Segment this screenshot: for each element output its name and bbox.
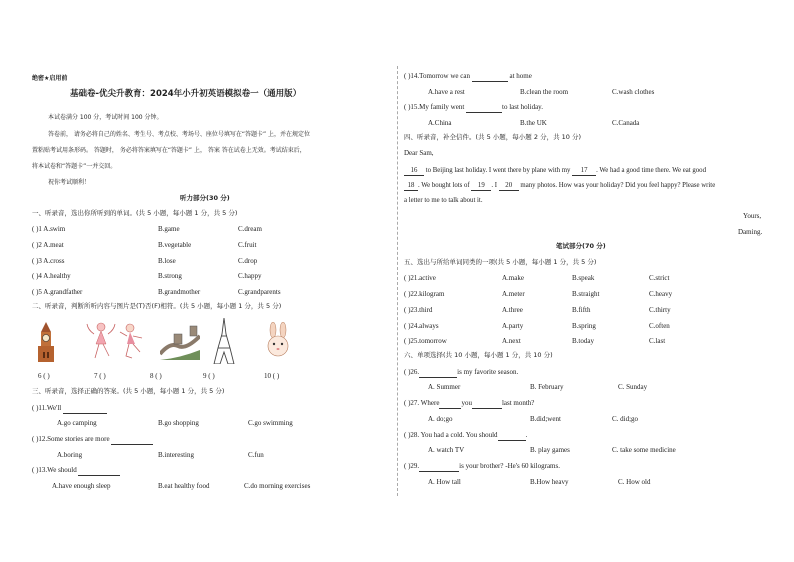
section-heading: 六、单项选择(共 10 小题，每小题 1 分，共 10 分) (404, 351, 553, 359)
question-stem (32, 435, 153, 445)
instruction-line: 答卷前， 请务必将自己的姓名、考生号、考点校、考场号、座位号填写在“答题卡” 上，并在规定位 (48, 131, 311, 138)
option-a[interactable]: A.party (502, 322, 524, 330)
question-number: ( )21.active (404, 274, 436, 282)
question-text: ( )29. (404, 462, 420, 470)
column-divider (397, 66, 398, 496)
letter-text: . We bought lots of (418, 182, 470, 189)
question-number: ( )22.kilogram (404, 290, 445, 298)
option-c[interactable]: C.last (649, 337, 666, 345)
letter-text: . I (491, 182, 497, 189)
big-ben-icon (34, 322, 58, 362)
question-number: ( )2 A.meat (32, 241, 64, 249)
option-c[interactable]: C. Sunday (618, 383, 648, 391)
option-c[interactable]: C.Canada (612, 119, 640, 127)
option-b[interactable]: B.did;went (530, 415, 561, 423)
option-b[interactable]: B.grandmother (158, 288, 201, 296)
option-b[interactable]: B.straight (572, 290, 600, 298)
instruction-line: 置粘贴考试用条形码。 答题时， 务必将答案填写在“答题卡” 上， 答案 答在试卷上无效。考试结束后， (32, 147, 306, 154)
option-b[interactable]: B. play games (530, 446, 570, 454)
question-stem (404, 368, 518, 378)
option-b[interactable]: B.clean the room (520, 88, 569, 96)
letter-line (404, 181, 715, 191)
question-stem (404, 399, 534, 409)
option-c[interactable]: C.fun (248, 451, 264, 459)
letter-closing: Yours, (743, 212, 762, 220)
blank-number: 16 (410, 167, 418, 174)
question-number: ( )4 A.healthy (32, 272, 71, 280)
instruction-line: 将本试卷和“答题卡”一并交回。 (32, 163, 117, 170)
option-c[interactable]: C.do morning exercises (244, 482, 311, 490)
blank-number: 20 (505, 182, 513, 189)
option-a[interactable]: A.next (502, 337, 521, 345)
picture-label[interactable]: 7 ( ) (94, 372, 106, 380)
option-b[interactable]: B.fifth (572, 306, 591, 314)
option-c[interactable]: C.wash clothes (612, 88, 655, 96)
option-a[interactable]: A. Summer (428, 383, 461, 391)
question-tail: is my favorite season. (457, 368, 519, 376)
section-heading: 一、听录音，选出你所听到的单词。(共 5 小题，每小题 1 分，共 5 分) (32, 209, 238, 217)
question-tail: . (525, 431, 528, 439)
option-c[interactable]: C.often (649, 322, 670, 330)
option-c[interactable]: C.strict (649, 274, 670, 282)
question-tail: to last holiday. (502, 103, 543, 111)
blank-number: 19 (477, 182, 485, 189)
question-number: ( )23.third (404, 306, 433, 314)
option-b[interactable]: B.strong (158, 272, 182, 280)
option-b[interactable]: B. February (530, 383, 564, 391)
option-c[interactable]: C. How old (618, 478, 651, 486)
question-number: ( )5 A.grandfather (32, 288, 83, 296)
option-c[interactable]: C. take some medicine (612, 446, 676, 454)
eiffel-tower-icon (212, 318, 236, 364)
question-stem (32, 404, 107, 414)
question-stem (404, 462, 560, 472)
option-a[interactable]: A. do;go (428, 415, 453, 423)
section-heading: 三、听录音，选择正确的答案。(共 5 小题，每小题 1 分，共 5 分) (32, 387, 225, 395)
letter-greeting: Dear Sam, (404, 149, 434, 157)
answer-blank[interactable] (63, 404, 107, 414)
question-mid: you (461, 399, 472, 407)
question-text: ( )14.Tomorrow we can (404, 72, 470, 80)
answer-blank[interactable] (466, 103, 502, 113)
section-heading: 二、听录音，判断所听内容与图片是(T)否(F)相符。(共 5 小题，每小题 1 分，共 5 分) (32, 302, 282, 310)
blank-number: 18 (407, 182, 415, 189)
option-a[interactable]: A.go camping (57, 419, 97, 427)
option-c[interactable]: C.fruit (238, 241, 257, 249)
great-wall-icon (160, 324, 200, 360)
blank-17[interactable] (572, 166, 596, 176)
question-tail: is your brother? -He's 60 kilograms. (459, 462, 560, 470)
listening-title: 听力部分(30 分) (180, 194, 230, 202)
question-text: ( )11.We'll (32, 404, 62, 412)
option-a[interactable]: A.make (502, 274, 524, 282)
answer-blank[interactable] (472, 72, 508, 82)
question-text: ( )26. (404, 368, 420, 376)
option-b[interactable]: B.vegetable (158, 241, 192, 249)
question-number: ( )1 A.swim (32, 225, 66, 233)
question-stem (404, 103, 543, 113)
answer-blank[interactable] (111, 435, 153, 445)
instruction-line: 本试卷满分 100 分，考试时间 100 分钟。 (48, 114, 163, 121)
blank-18[interactable] (404, 181, 418, 191)
blank-19[interactable] (471, 181, 491, 191)
question-number: ( )3 A.cross (32, 257, 65, 265)
option-c[interactable]: C.heavy (649, 290, 673, 298)
skater-icon (118, 322, 146, 362)
option-a[interactable]: A.meter (502, 290, 525, 298)
option-b[interactable]: B.How heavy (530, 478, 569, 486)
picture-label[interactable]: 6 ( ) (38, 372, 50, 380)
answer-blank[interactable] (419, 368, 457, 378)
question-text: ( )27. Where (404, 399, 440, 407)
option-a[interactable]: A. watch TV (428, 446, 465, 454)
option-b[interactable]: B.speak (572, 274, 595, 282)
option-b[interactable]: B.interesting (158, 451, 194, 459)
option-c[interactable]: C. did;go (612, 415, 639, 423)
picture-label[interactable]: 10 ( ) (264, 372, 280, 380)
letter-signature: Daming. (738, 228, 763, 236)
question-stem (32, 466, 120, 476)
option-c[interactable]: C.happy (238, 272, 262, 280)
dancer-icon (84, 320, 118, 362)
blank-20[interactable] (499, 181, 519, 191)
option-c[interactable]: C.grandparents (238, 288, 281, 296)
option-c[interactable]: C.drop (238, 257, 258, 265)
letter-text: . We had a good time there. We eat good (596, 167, 706, 174)
option-a[interactable]: A.have enough sleep (52, 482, 111, 490)
answer-blank[interactable] (472, 399, 502, 409)
option-c[interactable]: C.dream (238, 225, 262, 233)
letter-line (404, 166, 706, 176)
blank-number: 17 (580, 167, 588, 174)
question-text: ( )12.Some stories are more (32, 435, 110, 443)
secret-label: 绝密★启用前 (32, 75, 68, 82)
option-a[interactable]: A.boring (57, 451, 83, 459)
section-heading: 五、选出与所给单词同类的一项(共 5 小题，每小题 1 分，共 5 分) (404, 258, 597, 266)
blank-16[interactable] (404, 166, 424, 176)
answer-blank[interactable] (439, 399, 461, 409)
question-number: ( )24.always (404, 322, 439, 330)
answer-blank[interactable] (419, 462, 459, 472)
question-text: ( )13.We should (32, 466, 77, 474)
option-c[interactable]: C.go swimming (248, 419, 293, 427)
option-b[interactable]: B.lose (158, 257, 176, 265)
letter-text: to Beijing last holiday. I went there by plane with my (425, 167, 571, 174)
option-a[interactable]: A.three (502, 306, 523, 314)
question-number: ( )25.tomorrow (404, 337, 447, 345)
option-a[interactable]: A.China (428, 119, 452, 127)
picture-label[interactable]: 8 ( ) (150, 372, 162, 380)
option-a[interactable]: A. How tall (428, 478, 461, 486)
question-tail: at home (509, 72, 532, 80)
option-b[interactable]: B.eat healthy food (158, 482, 210, 490)
page-title: 基础卷-优尖升教育：2024年小升初英语模拟卷一（通用版） (70, 89, 302, 99)
question-tail: last month? (501, 399, 535, 407)
answer-blank[interactable] (498, 431, 526, 441)
question-text: ( )15.My family went (404, 103, 465, 111)
rabbit-icon (264, 322, 292, 360)
option-a[interactable]: A.have a rest (428, 88, 465, 96)
question-text: ( )28. You had a cold. You should (404, 431, 498, 439)
option-b[interactable]: B.game (158, 225, 180, 233)
question-stem (404, 431, 527, 441)
section-heading: 四、听录音，补全信件。(共 5 小题，每小题 2 分，共 10 分) (404, 133, 582, 141)
option-c[interactable]: C.thirty (649, 306, 671, 314)
option-b[interactable]: B.the UK (520, 119, 547, 127)
option-b[interactable]: B.go shopping (158, 419, 199, 427)
instruction-line: 祝你考试顺利！ (48, 179, 91, 186)
option-b[interactable]: B.today (572, 337, 594, 345)
question-stem (404, 72, 532, 82)
written-title: 笔试部分(70 分) (556, 242, 606, 250)
answer-blank[interactable] (78, 466, 120, 476)
letter-text: many photos. How was your holiday? Did you feel happy? Please write (520, 182, 716, 189)
picture-label[interactable]: 9 ( ) (203, 372, 215, 380)
option-b[interactable]: B.spring (572, 322, 596, 330)
letter-line: a letter to me to talk about it. (404, 197, 483, 204)
